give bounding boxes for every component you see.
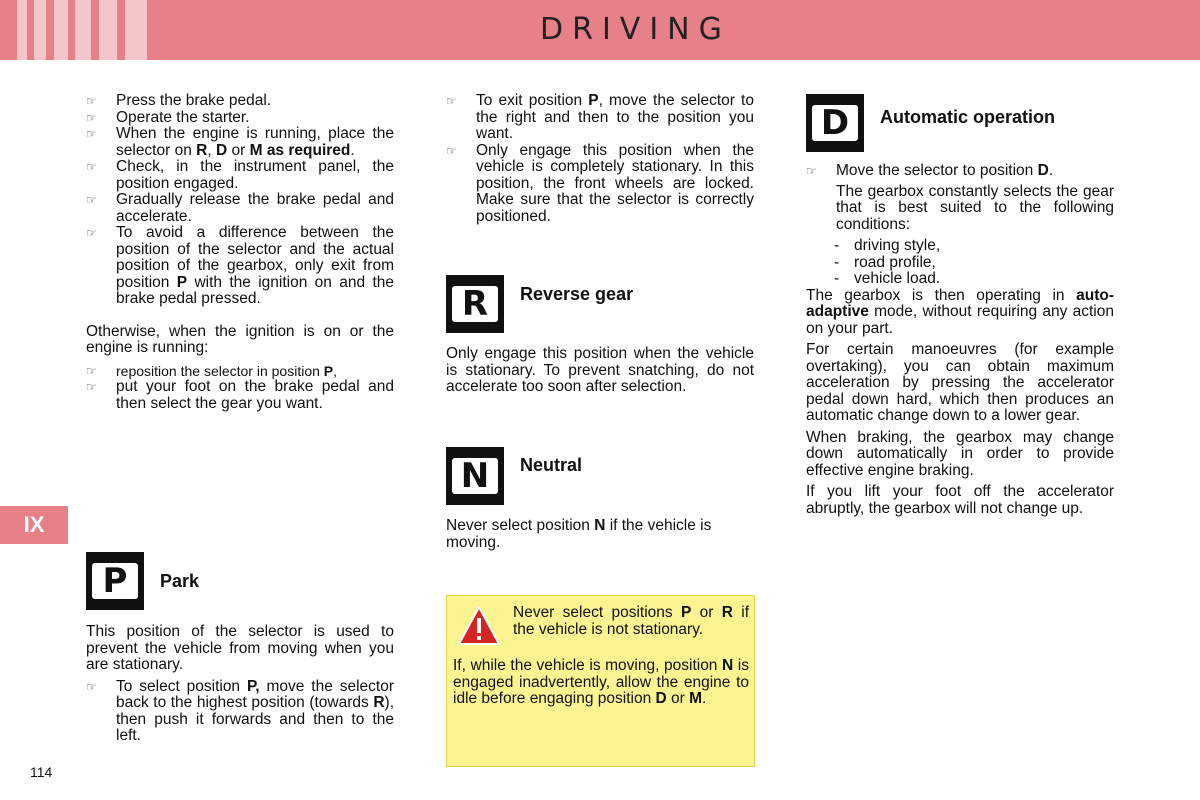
pointing-hand-icon: ☞ — [86, 127, 97, 141]
pointing-hand-icon: ☞ — [86, 94, 97, 108]
reverse-heading: Reverse gear — [520, 284, 634, 304]
park-heading: Park — [160, 571, 200, 591]
intro-text: The gearbox constantly selects the gear that is best suited to the following conditions: — [836, 182, 1114, 233]
otherwise-paragraph: Otherwise, when the ignition is on or the engine is running: — [86, 322, 394, 356]
neutral-icon: N — [446, 447, 504, 505]
chapter-tab: IX — [0, 506, 68, 544]
warning-triangle-icon — [457, 604, 501, 648]
warning-box — [446, 595, 755, 767]
bullet-item: ☞ reposition the selector in position P, — [86, 362, 338, 379]
column-middle — [446, 93, 754, 225]
step-item: ☞ Check, in the instrument panel, the position engaged. — [86, 158, 394, 192]
step-item: ☞ When the engine is running, place the selector on R, D or M as required. — [86, 125, 394, 159]
reverse-text: Only engage this position when the vehicle is stationary. To prevent snatching, do not accelerate too soon after selection. — [446, 345, 754, 395]
park-section — [86, 624, 394, 745]
pointing-hand-icon: ☞ — [86, 226, 97, 240]
pointing-hand-icon: ☞ — [86, 380, 97, 394]
pointing-hand-icon: ☞ — [86, 679, 97, 694]
page-header — [0, 0, 1200, 60]
warning-line2: If, while the vehicle is moving, position N is engaged inadvertently, allow the engine to idle before engaging position D or M. — [453, 657, 749, 707]
neutral-text: Never select position N if the vehicle is moving. — [446, 517, 712, 551]
header-stripes — [12, 0, 152, 60]
bullet-item: ☞ Move the selector to position D. — [806, 162, 1054, 179]
drive-icon: D — [806, 94, 864, 152]
bullet-item: ☞ Only engage this position when the vehicle is completely stationary. In this position, the front wheels are locked. Make sure that the selector is correctly positioned. — [446, 141, 754, 225]
step-item: ☞ Gradually release the brake pedal and accelerate. — [86, 191, 394, 225]
bullet-item: ☞ To select position P, move the selector back to the highest position (towards R), then push it forwards and then to the left. — [86, 677, 394, 744]
automatic-heading: Automatic operation — [880, 107, 1056, 127]
park-text: This position of the selector is used to prevent the vehicle from moving when you are stationary. — [86, 623, 394, 673]
pointing-hand-icon: ☞ — [806, 164, 817, 178]
column-right — [806, 163, 1114, 517]
pointing-hand-icon: ☞ — [86, 363, 97, 378]
pointing-hand-icon: ☞ — [446, 143, 457, 158]
page-number: 114 — [30, 764, 53, 780]
condition-item: - driving style, — [834, 237, 941, 254]
neutral-heading: Neutral — [520, 455, 583, 475]
paragraph: If you lift your foot off the accelerator abruptly, the gearbox will not change up. — [806, 483, 1114, 517]
paragraph: When braking, the gearbox may change down automatically in order to provide effective engine braking. — [806, 428, 1114, 479]
condition-item: - road profile, — [834, 253, 936, 271]
bullet-item: ☞ To exit position P, move the selector to the right and then to the position you want. — [446, 92, 754, 142]
park-icon: P — [86, 552, 144, 610]
condition-item: - vehicle load. — [834, 270, 941, 287]
step-item: ☞ Operate the starter. — [86, 108, 250, 126]
bullet-item: ☞ put your foot on the brake pedal and then select the gear you want. — [86, 378, 394, 412]
step-item: ☞ Press the brake pedal. — [86, 92, 272, 109]
paragraph: The gearbox is then operating in auto-adaptive mode, without requiring any action on your part. — [806, 286, 1114, 337]
reverse-icon: R — [446, 275, 504, 333]
pointing-hand-icon: ☞ — [446, 94, 457, 108]
paragraph: For certain manoeuvres (for example overtaking), you can obtain maximum acceleration by pressing the accelerator pedal down hard, which then produces an automatic change down to a lower gear. — [806, 341, 1114, 424]
pointing-hand-icon: ☞ — [86, 193, 97, 207]
warning-line1: Never select positions P or R if the vehicle is not stationary. — [513, 604, 750, 638]
page-title: DRIVING — [540, 12, 731, 47]
step-item: ☞ To avoid a difference between the position of the selector and the actual position of the gearbox, only exit from position P with the ignition on and the brake pedal pressed. — [86, 224, 395, 307]
pointing-hand-icon: ☞ — [86, 110, 97, 125]
pointing-hand-icon: ☞ — [86, 160, 97, 174]
column-left — [86, 93, 394, 412]
